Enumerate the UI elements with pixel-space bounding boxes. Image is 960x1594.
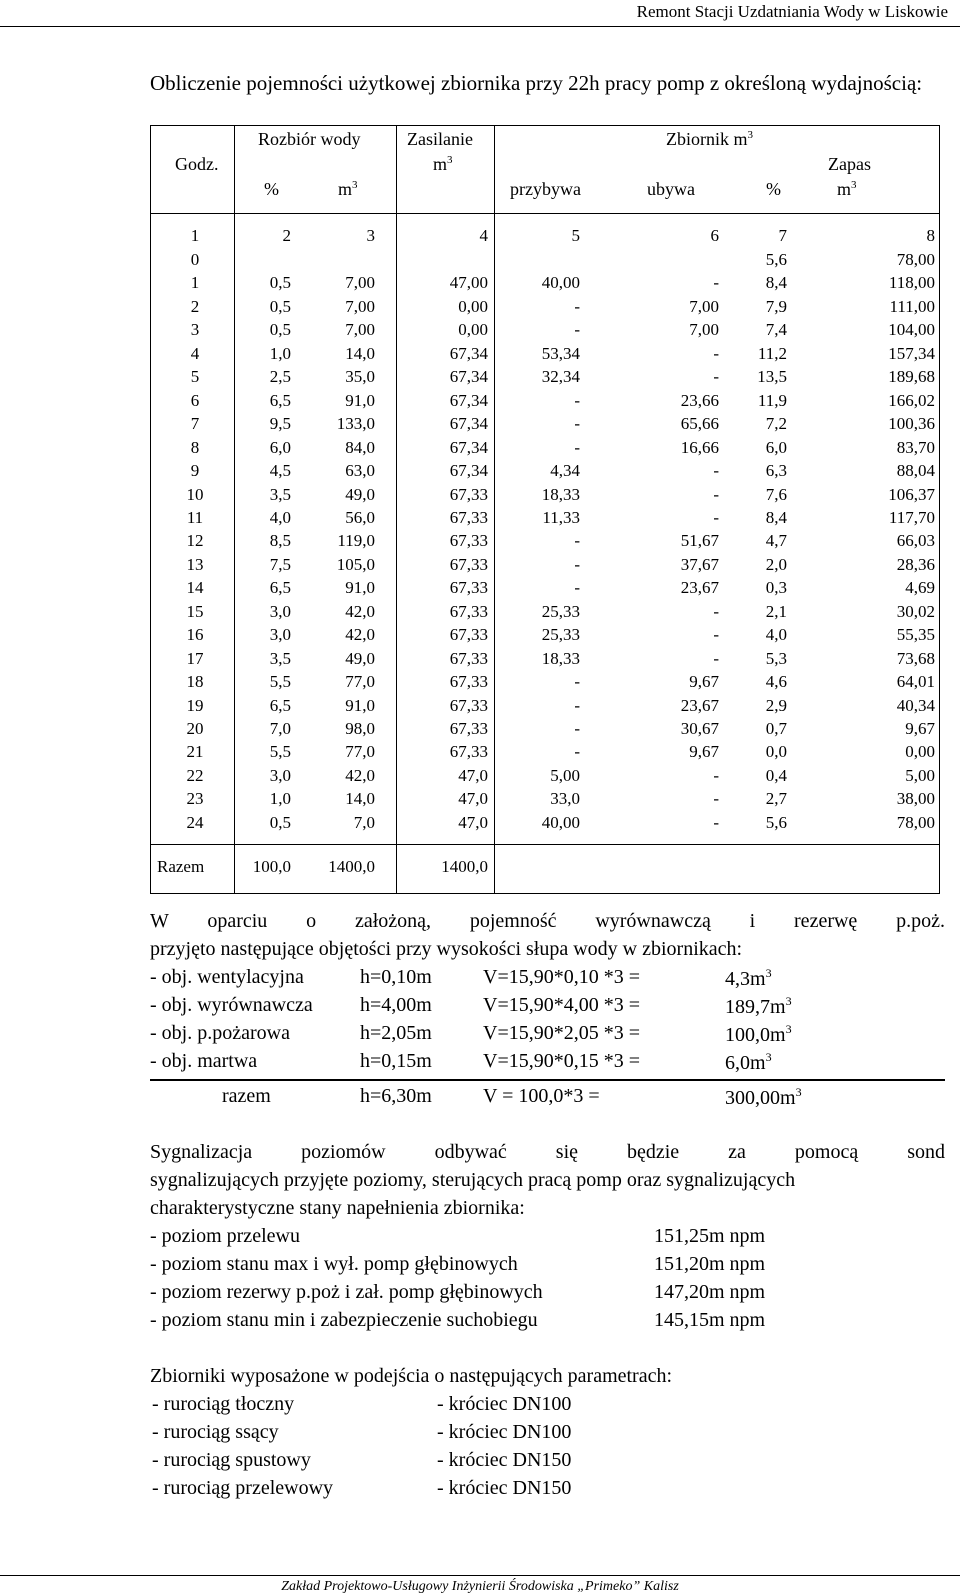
volume-total-h: h=6,30m [360,1085,432,1107]
table-cell: 67,33 [449,625,488,645]
table-cell: 4,69 [905,578,935,598]
total-cell: 1400,0 [328,857,375,876]
table-cell: 91,0 [345,578,375,598]
table-cell: 1,0 [269,789,291,809]
table-cell: 47,0 [458,812,488,832]
signals-line-2: sygnalizujących przyjęte poziomy, sterujących pracą pomp oraz sygnalizujących [150,1169,796,1191]
table-cell: 4,0 [765,625,787,645]
page-header [0,0,960,27]
table-cell: 5,6 [765,250,787,269]
table-cell: 14,0 [345,343,375,363]
table-cell: 47,0 [458,765,488,785]
header-title: Remont Stacji Uzdatniania Wody w Liskowie [636,2,948,21]
capacity-table [150,125,940,894]
signal-level-value: 151,20m npm [654,1253,766,1275]
table-cell: 4 [190,343,200,363]
table-cell: 78,00 [896,250,935,269]
table-cell: 4,7 [765,531,787,551]
table-cell: - [574,695,580,715]
table-cell: 5,5 [269,742,291,762]
signal-level-name: - poziom przelewu [150,1225,300,1247]
total-cell: 1400,0 [441,857,488,876]
volume-item-name: - obj. martwa [150,1050,258,1072]
table-cell: 0,5 [269,296,291,316]
volumes-intro: W oparciu o założoną, pojemność wyrównawczą i rezerwę p.poż. [150,910,945,932]
table-cell: 7,5 [269,554,291,574]
table-cell: 21 [186,742,204,762]
col-consumption-header: Rozbiór wody [258,129,361,149]
table-cell: 22 [186,765,204,785]
volume-item-formula: V=15,90*4,00 *3 = [483,994,641,1016]
table-cell: 119,0 [337,531,375,551]
col-m3-header: $m^3$ [338,179,358,199]
signal-level-name: - poziom stanu max i wył. pomp głębinowych [150,1253,518,1275]
signal-level-value: 147,20m npm [654,1281,766,1303]
table-cell: 106,37 [888,484,935,504]
table-cell: - [713,789,719,809]
fitting-value: - króciec DN100 [437,1393,572,1415]
table-cell: - [574,531,580,551]
table-cell: 6,0 [269,437,291,457]
table-cell: 67,34 [449,461,488,481]
table-cell: 67,33 [449,484,488,504]
table-cell: 20 [186,719,204,738]
table-cell: - [574,296,580,316]
fitting-value: - króciec DN100 [437,1421,572,1443]
table-cell: - [574,578,580,598]
table-vline [494,126,495,893]
volumes-sum-rule [150,1079,945,1081]
table-cell: 7,00 [689,320,719,340]
table-cell: 8,5 [269,531,291,551]
table-cell: 14 [186,578,204,598]
table-cell: 9,67 [689,742,719,762]
table-cell: 5,00 [905,765,935,785]
fitting-name: - rurociąg przelewowy [152,1477,334,1499]
table-cell: 2,5 [269,367,291,387]
volume-item-value: $189,7m^3$ [725,994,792,1018]
table-cell: 40,34 [896,695,935,715]
col-reserve-m3-header: $m^3$ [837,179,857,199]
table-cell: 47,00 [449,273,488,293]
table-cell: 1,0 [269,343,291,363]
table-cell: 55,35 [896,625,935,645]
footer-text: Zakład Projektowo-Usługowy Inżynierii Środowiska „Primeko” Kalisz [281,1579,679,1594]
fitting-value: - króciec DN150 [437,1477,572,1499]
signals-line-3: charakterystyczne stany napełnienia zbiornika: [150,1197,525,1219]
table-cell: 117,70 [888,507,935,527]
column-number: 1 [190,226,200,245]
table-cell: 1 [190,273,200,293]
col-supply-unit: $m^3$ [433,154,453,174]
table-cell: 67,34 [449,390,488,410]
table-cell: 23,66 [680,390,719,410]
table-cell: 6,5 [269,390,291,410]
table-cell: 4,5 [269,461,291,481]
table-cell: 67,33 [449,507,488,527]
table-cell: 11,33 [542,507,580,527]
section-title: Obliczenie pojemności użytkowej zbiornika przy 22h pracy pomp z określoną wydajnością: [150,71,923,95]
table-cell: - [574,414,580,434]
table-cell: 25,33 [541,625,580,645]
table-cell: 19 [186,695,204,715]
table-cell: 3,0 [269,625,291,645]
table-cell: 24 [186,812,204,832]
table-vline [234,126,235,893]
table-cell: 0,0 [765,742,787,762]
volume-total-name: razem [222,1085,271,1107]
table-cell: 28,36 [896,554,935,574]
table-cell: 5,3 [765,648,787,668]
table-cell: 7,0 [269,719,291,738]
table-cell: 7,2 [765,414,787,434]
table-cell: 9,5 [269,414,291,434]
fitting-name: - rurociąg spustowy [152,1449,311,1471]
table-cell: 157,34 [888,343,935,363]
table-cell: 30,67 [680,719,719,738]
fitting-name: - rurociąg tłoczny [152,1393,295,1415]
table-cell: 14,0 [345,789,375,809]
table-cell: 23,67 [680,695,719,715]
table-cell: 7,00 [345,273,375,293]
table-total-rule [151,844,939,845]
table-cell: 15 [186,601,204,621]
col-outflow-header: ubywa [647,179,695,199]
table-cell: 78,00 [896,812,935,832]
table-cell: 3 [190,320,200,340]
table-cell: 7 [190,414,200,434]
table-cell: 105,0 [336,554,375,574]
table-cell: 30,02 [896,601,935,621]
col-pct-header: % [264,179,279,199]
table-cell: 189,68 [888,367,935,387]
table-cell: 67,33 [449,648,488,668]
table-cell: 2,0 [765,554,787,574]
table-cell: 67,34 [449,367,488,387]
column-number: 6 [710,226,719,245]
fitting-name: - rurociąg ssący [152,1421,279,1443]
table-cell: 6,3 [765,461,787,481]
table-cell: 7,4 [765,320,787,340]
table-cell: 2,9 [765,695,787,715]
volume-item-h: h=4,00m [360,994,432,1016]
table-cell: 2 [190,296,200,316]
table-cell: 5,00 [550,765,580,785]
table-cell: 0,7 [765,719,787,738]
table-cell: 7,6 [765,484,787,504]
table-cell: 16 [186,625,204,645]
table-cell: 0,00 [905,742,935,762]
table-cell: 166,02 [888,390,935,410]
table-cell: - [713,648,719,668]
table-cell: 51,67 [680,531,719,551]
page-footer [0,1575,960,1592]
total-cell: 100,0 [252,857,291,876]
table-cell: 118,00 [888,273,935,293]
table-cell: 8 [190,437,200,457]
table-cell: 42,0 [345,765,375,785]
table-cell: 67,34 [449,414,488,434]
table-cell: 3,5 [269,648,291,668]
table-cell: 73,68 [896,648,935,668]
table-cell: 11,2 [757,343,787,363]
table-cell: 0,5 [269,273,291,293]
table-cell: 4,0 [269,507,291,527]
table-cell: 0,5 [269,812,291,832]
table-cell: 67,33 [449,578,488,598]
table-cell: 23 [186,789,204,809]
table-cell: 0 [190,250,200,269]
table-cell: 35,0 [345,367,375,387]
volume-item-h: h=2,05m [360,1022,432,1044]
col-reserve-header: Zapas [828,154,871,174]
table-cell: 40,00 [541,273,580,293]
table-cell: 67,34 [449,437,488,457]
table-cell: 32,34 [541,367,580,387]
signals-line-1: Sygnalizacja poziomów odbywać się będzie za pomocą sond [150,1141,945,1163]
table-cell: - [713,343,719,363]
column-number: 4 [479,226,488,245]
col-hour-header: Godz. [175,154,219,174]
table-cell: 91,0 [345,390,375,410]
table-cell: 17 [186,648,204,668]
table-cell: 64,01 [896,672,935,692]
volume-item-h: h=0,10m [360,966,432,988]
total-label: Razem [157,857,205,876]
table-cell: 65,66 [680,414,719,434]
volume-item-formula: V=15,90*0,10 *3 = [483,966,641,988]
column-number: 7 [778,226,787,245]
table-cell: - [574,320,580,340]
table-cell: 18,33 [541,648,580,668]
table-cell: 0,5 [269,320,291,340]
table-cell: 0,00 [458,296,488,316]
table-cell: - [574,672,580,692]
table-cell: 66,03 [896,531,935,551]
table-cell: - [713,367,719,387]
table-cell: - [713,507,719,527]
signal-level-value: 145,15m npm [654,1309,766,1331]
table-cell: 3,0 [269,601,291,621]
column-number: 3 [366,226,375,245]
table-cell: 7,00 [345,320,375,340]
table-cell: 4,34 [550,461,580,481]
table-cell: 67,33 [449,719,488,738]
table-cell: 38,00 [896,789,935,809]
table-cell: 37,67 [680,554,719,574]
table-vline [396,126,397,893]
col-supply-header: Zasilanie [407,129,473,149]
signal-level-name: - poziom rezerwy p.poż i zał. pomp głębinowych [150,1281,543,1303]
table-cell: 67,34 [449,343,488,363]
column-number: 5 [571,226,580,245]
table-cell: - [713,601,719,621]
table-cell: 98,0 [345,719,375,738]
table-cell: 67,33 [449,695,488,715]
table-cell: 63,0 [345,461,375,481]
table-cell: 6,5 [269,695,291,715]
table-cell: 11,9 [757,390,787,410]
col-tank-header: Zbiornik $m^3$ [666,129,753,149]
col-inflow-header: przybywa [510,179,581,199]
volume-item-h: h=0,15m [360,1050,432,1072]
fittings-intro: Zbiorniki wyposażone w podejścia o następujących parametrach: [150,1365,673,1387]
table-cell: 67,33 [449,672,488,692]
volume-item-value: $100,0m^3$ [725,1022,792,1046]
table-cell: 7,0 [353,812,375,832]
table-cell: - [713,461,719,481]
volume-item-formula: V=15,90*2,05 *3 = [483,1022,641,1044]
table-cell: 133,0 [336,414,375,434]
volume-total-value: $300,00m^3$ [725,1085,802,1109]
table-header-rule [151,213,939,214]
table-cell: - [713,765,719,785]
table-cell: - [713,625,719,645]
table-cell: 9,67 [689,672,719,692]
volume-total-formula: V = 100,0*3 = [483,1085,600,1107]
table-cell: 25,33 [541,601,580,621]
table-cell: 2,1 [765,601,787,621]
table-cell: 47,0 [458,789,488,809]
table-cell: 53,34 [541,343,580,363]
table-cell: 13 [186,554,204,574]
column-number: 2 [282,226,291,245]
table-cell: - [574,554,580,574]
col-tank-pct-header: % [766,179,781,199]
table-cell: 49,0 [345,484,375,504]
table-cell: 67,33 [449,742,488,762]
table-cell: 67,33 [449,531,488,551]
table-cell: - [574,719,580,738]
table-cell: 13,5 [757,367,787,387]
table-cell: 40,00 [541,812,580,832]
table-cell: 9 [190,461,200,481]
table-cell: 12 [186,531,204,551]
table-cell: 16,66 [680,437,719,457]
volume-item-name: - obj. wyrównawcza [150,994,313,1016]
table-cell: 33,0 [550,789,580,809]
table-cell: 0,4 [765,765,787,785]
table-cell: - [713,812,719,832]
table-cell: 77,0 [345,672,375,692]
volume-item-value: $6,0m^3$ [725,1050,772,1074]
table-cell: 84,0 [345,437,375,457]
table-cell: 5 [190,367,200,387]
table-cell: 8,4 [765,273,787,293]
table-cell: 7,00 [345,296,375,316]
table-cell: - [713,273,719,293]
table-cell: 77,0 [345,742,375,762]
table-cell: - [713,484,719,504]
table-cell: 42,0 [345,601,375,621]
volume-item-name: - obj. p.pożarowa [150,1022,290,1044]
table-cell: 10 [186,484,204,504]
table-cell: 9,67 [905,719,935,738]
table-cell: 3,0 [269,765,291,785]
volume-item-name: - obj. wentylacyjna [150,966,304,988]
table-cell: 56,0 [345,507,375,527]
table-cell: - [574,742,580,762]
table-cell: 23,67 [680,578,719,598]
volume-item-formula: V=15,90*0,15 *3 = [483,1050,641,1072]
table-cell: 4,6 [765,672,787,692]
table-cell: 0,00 [458,320,488,340]
table-cell: 8,4 [765,507,787,527]
table-cell: 67,33 [449,554,488,574]
fitting-value: - króciec DN150 [437,1449,572,1471]
table-cell: 104,00 [888,320,935,340]
table-cell: 11 [186,507,204,527]
table-cell: - [574,437,580,457]
table-cell: 18,33 [541,484,580,504]
table-cell: - [574,390,580,410]
table-cell: 83,70 [896,437,935,457]
volumes-intro-2: przyjęto następujące objętości przy wysokości słupa wody w zbiornikach: [150,938,743,960]
table-cell: 6,0 [765,437,787,457]
table-cell: 7,9 [765,296,787,316]
table-cell: 3,5 [269,484,291,504]
table-cell: 7,00 [689,296,719,316]
table-cell: 49,0 [345,648,375,668]
table-cell: 67,33 [449,601,488,621]
table-cell: 6 [190,390,200,410]
volume-item-value: $4,3m^3$ [725,966,772,990]
table-cell: 111,00 [889,296,935,316]
signal-level-name: - poziom stanu min i zabezpieczenie suchobiegu [150,1309,538,1331]
table-cell: 5,6 [765,812,787,832]
table-cell: 5,5 [269,672,291,692]
table-cell: 88,04 [896,461,935,481]
table-cell: 2,7 [765,789,787,809]
table-cell: 18 [186,672,204,692]
table-cell: 6,5 [269,578,291,598]
table-cell: 0,3 [765,578,787,598]
signal-level-value: 151,25m npm [654,1225,766,1247]
table-cell: 91,0 [345,695,375,715]
table-cell: 100,36 [888,414,935,434]
table-cell: 42,0 [345,625,375,645]
column-number: 8 [926,226,935,245]
